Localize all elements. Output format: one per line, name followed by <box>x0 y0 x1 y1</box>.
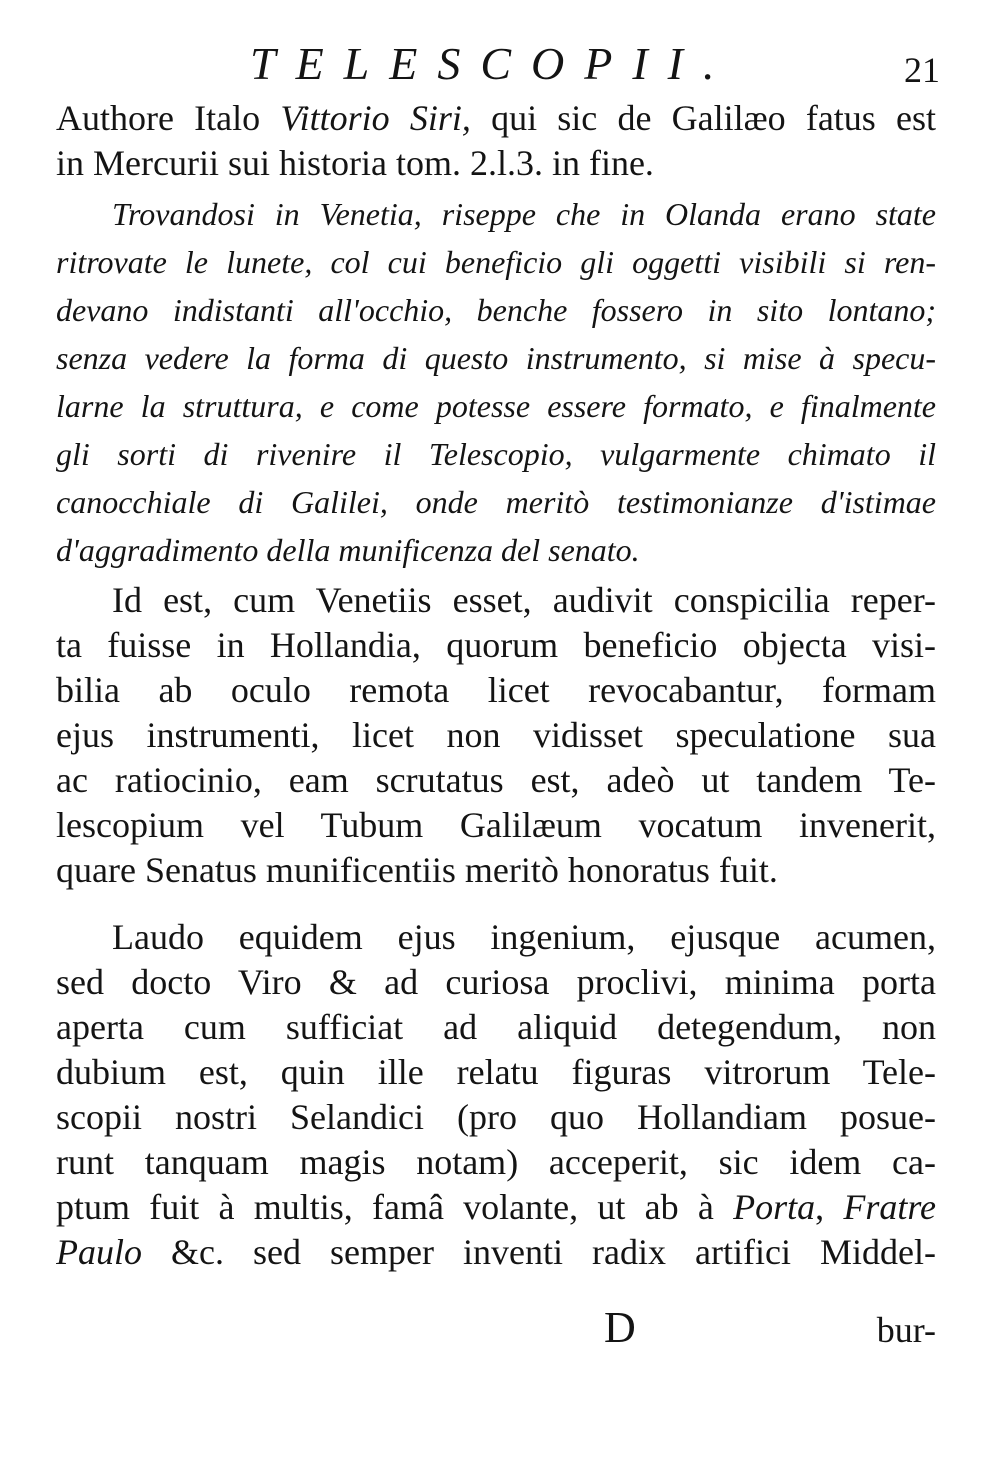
text-line <box>56 578 936 623</box>
text-line <box>56 382 936 430</box>
text-segment: Trovandosi in Venetia, riseppe che in Olanda erano state <box>112 196 936 232</box>
text-segment: ritrovate le lunete, col cui beneficio gli oggetti visibili si ren- <box>56 244 936 280</box>
italic-name: Paulo <box>56 1232 142 1272</box>
text-segment: gli sorti di rivenire il Telescopio, vulgarmente chimato il <box>56 436 936 472</box>
text-line <box>56 915 936 960</box>
text-segment: senza vedere la forma di questo instrumento, si mise à specu- <box>56 340 936 376</box>
text-line <box>56 238 936 286</box>
text-line <box>56 758 936 803</box>
text-line <box>56 334 936 382</box>
italic-name: Fratre <box>843 1187 936 1227</box>
text-segment: Authore Italo <box>56 98 281 138</box>
running-title: TELESCOPII. <box>250 38 735 89</box>
text-line <box>56 141 936 186</box>
text-segment: ta fuisse in Hollandia, quorum beneficio objecta visi- <box>56 625 936 665</box>
text-line <box>56 1230 936 1275</box>
text-segment: sed docto Viro & ad curiosa proclivi, minima porta <box>56 962 936 1002</box>
text-line <box>56 478 936 526</box>
text-line <box>56 1095 936 1140</box>
text-line <box>56 526 936 574</box>
text-segment: ac ratiocinio, eam scrutatus est, adeò ut tandem Te- <box>56 760 936 800</box>
text-segment: Id est, cum Venetiis esset, audivit conspicilia reper- <box>112 580 936 620</box>
text-segment: ejus instrumenti, licet non vidisset speculatione sua <box>56 715 936 755</box>
text-segment: dubium est, quin ille relatu figuras vitrorum Tele- <box>56 1052 936 1092</box>
paragraph <box>56 190 936 574</box>
text-segment: larne la struttura, e come potesse essere formato, e finalmente <box>56 388 936 424</box>
text-segment: ptum fuit à multis, famâ volante, ut ab à <box>56 1187 734 1227</box>
text-segment: runt tanquam magis notam) acceperit, sic idem ca- <box>56 1142 936 1182</box>
text-segment: qui sic de Galilæo fatus est <box>470 98 936 138</box>
page-footer <box>0 1300 1000 1360</box>
text-segment: devano indistanti all'occhio, benche fossero in sito lontano; <box>56 292 936 328</box>
text-line <box>56 623 936 668</box>
paragraph <box>56 578 936 893</box>
text-segment: bilia ab oculo remota licet revocabantur, formam <box>56 670 936 710</box>
text-line <box>56 960 936 1005</box>
italic-name: Vittorio Siri, <box>280 98 471 138</box>
text-segment: scopii nostri Selandici (pro quo Hollandiam posue- <box>56 1097 936 1137</box>
text-segment: quare Senatus munificentiis meritò honoratus fuit. <box>56 850 778 890</box>
text-line <box>56 1005 936 1050</box>
text-segment: in Mercurii sui historia tom. 2.l.3. in fine. <box>56 143 654 183</box>
text-line <box>56 190 936 238</box>
text-segment: canocchiale di Galilei, onde meritò testimonianze d'istimae <box>56 484 936 520</box>
signature-mark: D <box>604 1303 636 1352</box>
text-segment: &c. sed semper inventi radix artifici Middel- <box>142 1232 936 1272</box>
text-line <box>56 1050 936 1095</box>
text-line <box>56 668 936 713</box>
text-line <box>56 286 936 334</box>
text-segment: , <box>815 1187 844 1227</box>
paragraph <box>56 915 936 1275</box>
text-line <box>56 848 936 893</box>
text-segment: lescopium vel Tubum Galilæum vocatum invenerit, <box>56 805 936 845</box>
page-header <box>0 36 1000 92</box>
text-line <box>56 1185 936 1230</box>
text-line <box>56 803 936 848</box>
paragraph <box>56 96 936 186</box>
page-number: 21 <box>904 50 940 90</box>
text-line <box>56 1140 936 1185</box>
text-segment: Laudo equidem ejus ingenium, ejusque acumen, <box>112 917 936 957</box>
catchword: bur- <box>876 1310 936 1350</box>
italic-name: Porta <box>733 1187 816 1227</box>
text-segment: d'aggradimento della munificenza del senato. <box>56 532 640 568</box>
body-text <box>56 96 936 1275</box>
text-line <box>56 430 936 478</box>
text-line <box>56 96 936 141</box>
text-segment: aperta cum sufficiat ad aliquid detegendum, non <box>56 1007 936 1047</box>
text-line <box>56 713 936 758</box>
